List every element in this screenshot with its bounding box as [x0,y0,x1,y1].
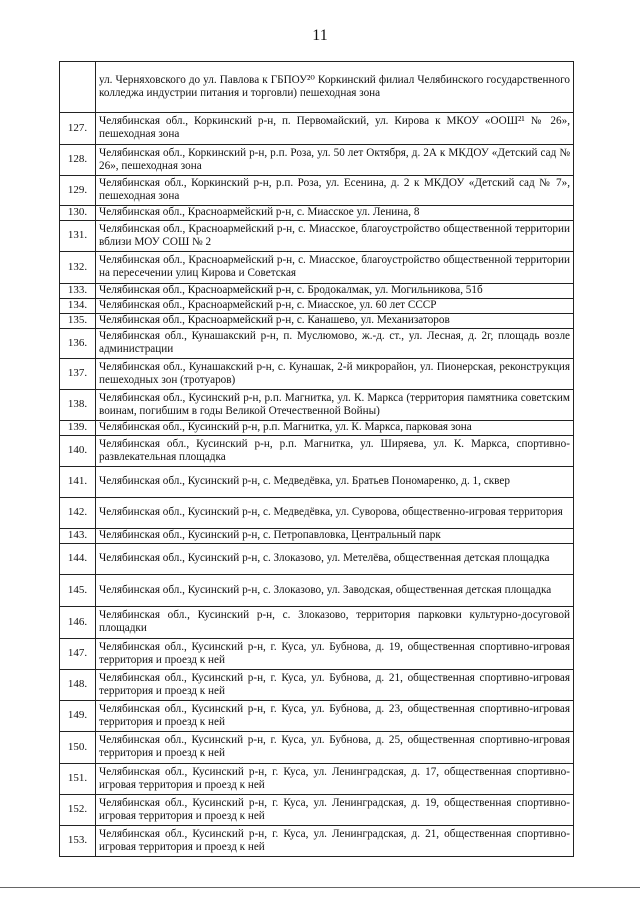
table-row [60,732,574,764]
row-number: 151. [60,764,96,795]
row-address: Челябинская обл., Кунашакский р-н, с. Кунашак, 2-й микрорайон, ул. Пионерская, реконструкция пешеходных зон (тротуаров) [96,359,574,390]
table-row [60,252,574,284]
row-address: Челябинская обл., Кусинский р-н, р.п. Магнитка, ул. Ширяева, ул. К. Маркса, спортивно-развлекательная площадка [96,436,574,467]
row-number: 146. [60,607,96,639]
row-address: Челябинская обл., Кусинский р-н, с. Злоказово, территория парковки культурно-досуговой площадки [96,607,574,639]
row-number: 130. [60,206,96,221]
table-row [60,670,574,701]
row-address: Челябинская обл., Кусинский р-н, с. Петропавловка, Центральный парк [96,529,574,544]
table-row [60,299,574,314]
row-address: Челябинская обл., Красноармейский р-н, с. Миасское ул. Ленина, 8 [96,206,574,221]
row-number: 137. [60,359,96,390]
row-address: Челябинская обл., Кусинский р-н, г. Куса, ул. Ленинградская, д. 19, общественная спортивно-игровая территория и проезд к ней [96,795,574,826]
row-address: Челябинская обл., Красноармейский р-н, с. Миасское, благоустройство общественной территории на пересечении улиц Кирова и Советская [96,252,574,284]
footer-rule [0,887,640,888]
row-address: Челябинская обл., Коркинский р-н, р.п. Роза, ул. 50 лет Октября, д. 2А к МКДОУ «Детский сад № 26», пешеходная зона [96,145,574,176]
row-address: Челябинская обл., Красноармейский р-н, с. Миасское, ул. 60 лет СССР [96,299,574,314]
table-row [60,176,574,206]
row-number: 147. [60,639,96,670]
row-number: 149. [60,701,96,732]
page-number: 11 [312,27,328,44]
row-number: 142. [60,498,96,529]
table-row [60,467,574,498]
address-table-body [60,62,574,857]
table-row [60,795,574,826]
row-address: Челябинская обл., Кусинский р-н, с. Злоказово, ул. Метелёва, общественная детская площадка [96,544,574,575]
row-address: Челябинская обл., Красноармейский р-н, с. Бродокалмак, ул. Могильникова, 51б [96,284,574,299]
row-address: Челябинская обл., Красноармейский р-н, с. Канашево, ул. Механизаторов [96,314,574,329]
table-row [60,826,574,857]
row-address: Челябинская обл., Кусинский р-н, г. Куса, ул. Бубнова, д. 23, общественная спортивно-игровая территория и проезд к ней [96,701,574,732]
row-address: Челябинская обл., Кусинский р-н, с. Медведёвка, ул. Братьев Пономаренко, д. 1, сквер [96,467,574,498]
row-number: 136. [60,329,96,359]
table-row [60,390,574,421]
row-number: 128. [60,145,96,176]
row-number: 138. [60,390,96,421]
row-address: Челябинская обл., Кусинский р-н, г. Куса, ул. Бубнова, д. 21, общественная спортивно-игровая территория и проезд к ней [96,670,574,701]
row-number: 134. [60,299,96,314]
row-number: 152. [60,795,96,826]
table-row [60,529,574,544]
row-address: Челябинская обл., Кусинский р-н, г. Куса, ул. Ленинградская, д. 17, общественная спортивно-игровая территория и проезд к ней [96,764,574,795]
row-address: Челябинская обл., Кусинский р-н, с. Злоказово, ул. Заводская, общественная детская площадка [96,575,574,607]
row-number: 143. [60,529,96,544]
table-row [60,575,574,607]
row-number: 153. [60,826,96,857]
row-address: Челябинская обл., Кусинский р-н, г. Куса, ул. Ленинградская, д. 21, общественная спортивно-игровая территория и проезд к ней [96,826,574,857]
row-number: 145. [60,575,96,607]
row-number [60,62,96,113]
row-number: 129. [60,176,96,206]
row-number: 140. [60,436,96,467]
table-row [60,329,574,359]
table-row [60,436,574,467]
table-row [60,764,574,795]
row-address: Челябинская обл., Коркинский р-н, п. Первомайский, ул. Кирова к МКОУ «ООШ²¹ № 26», пешеходная зона [96,113,574,145]
row-address: Челябинская обл., Кусинский р-н, р.п. Магнитка, ул. К. Маркса (территория памятника советским воинам, погибшим в годы Великой Отечественной Войны) [96,390,574,421]
row-address: Челябинская обл., Кусинский р-н, г. Куса, ул. Бубнова, д. 19, общественная спортивно-игровая территория и проезд к ней [96,639,574,670]
table-row [60,421,574,436]
row-number: 144. [60,544,96,575]
row-number: 132. [60,252,96,284]
address-table [59,61,574,857]
row-number: 131. [60,221,96,252]
row-number: 148. [60,670,96,701]
table-row [60,113,574,145]
row-address: Челябинская обл., Кусинский р-н, с. Медведёвка, ул. Суворова, общественно-игровая территория [96,498,574,529]
table-row [60,62,574,113]
row-number: 133. [60,284,96,299]
row-address: Челябинская обл., Кусинский р-н, г. Куса, ул. Бубнова, д. 25, общественная спортивно-игровая территория и проезд к ней [96,732,574,764]
row-number: 141. [60,467,96,498]
row-number: 139. [60,421,96,436]
table-row [60,498,574,529]
row-number: 150. [60,732,96,764]
row-address: Челябинская обл., Кунашакский р-н, п. Муслюмово, ж.-д. ст., ул. Лесная, д. 2г, площадь возле администрации [96,329,574,359]
table-row [60,701,574,732]
table-row [60,221,574,252]
table-row [60,145,574,176]
table-row [60,359,574,390]
row-number: 127. [60,113,96,145]
row-address: ул. Черняховского до ул. Павлова к ГБПОУ²⁰ Коркинский филиал Челябинского государственного колледжа индустрии питания и торговли) пешеходная зона [96,62,574,113]
table-row [60,607,574,639]
table-row [60,284,574,299]
table-row [60,639,574,670]
row-address: Челябинская обл., Коркинский р-н, р.п. Роза, ул. Есенина, д. 2 к МКДОУ «Детский сад № 7», пешеходная зона [96,176,574,206]
row-address: Челябинская обл., Красноармейский р-н, с. Миасское, благоустройство общественной территории вблизи МОУ СОШ № 2 [96,221,574,252]
table-row [60,314,574,329]
row-number: 135. [60,314,96,329]
table-row [60,544,574,575]
table-row [60,206,574,221]
row-address: Челябинская обл., Кусинский р-н, р.п. Магнитка, ул. К. Маркса, парковая зона [96,421,574,436]
